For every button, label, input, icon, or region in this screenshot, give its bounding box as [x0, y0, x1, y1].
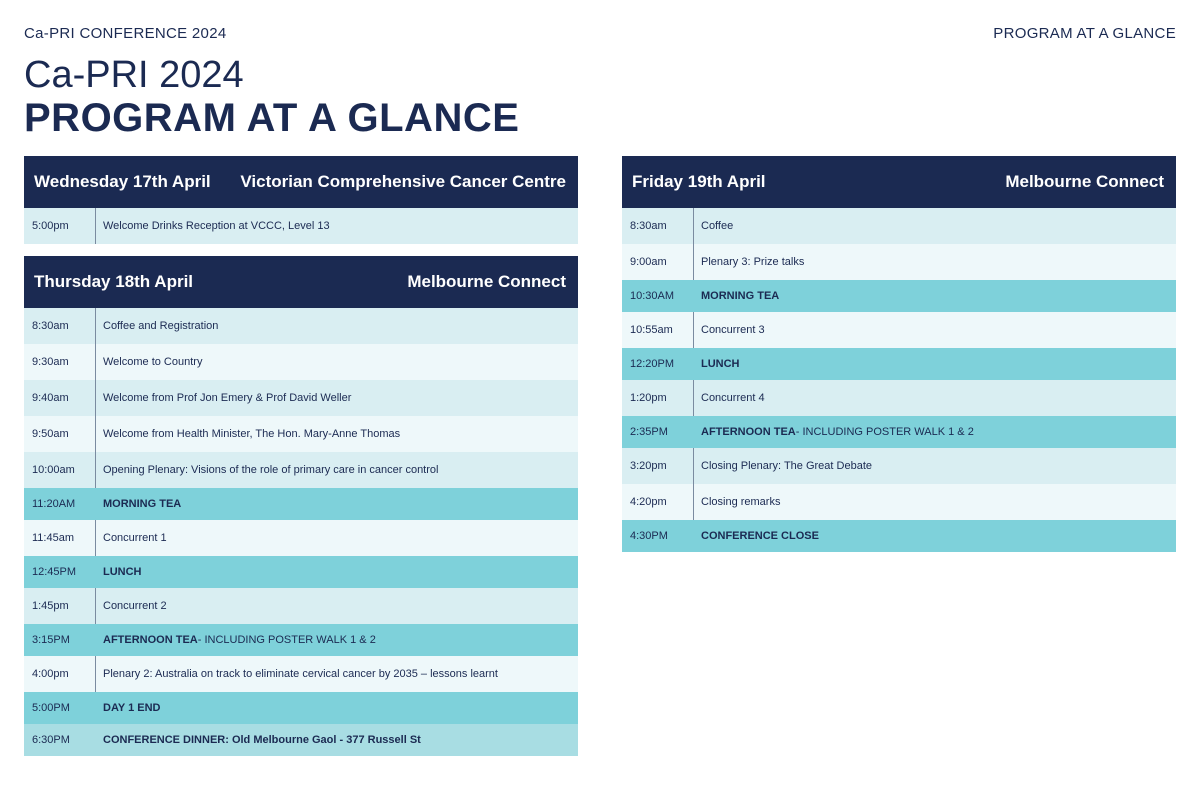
row-time: 10:00am [24, 452, 96, 488]
row-time: 10:55am [622, 312, 694, 348]
day-label: Thursday 18th April [34, 272, 194, 291]
row-time: 9:00am [622, 244, 694, 280]
break-row [622, 416, 1176, 448]
schedule-row [622, 244, 1176, 280]
break-subtitle: - INCLUDING POSTER WALK 1 & 2 [795, 426, 974, 438]
row-time: 1:20pm [622, 380, 694, 416]
row-time: 4:20pm [622, 484, 694, 520]
row-desc: LUNCH [103, 566, 142, 578]
row-desc: LUNCH [701, 358, 740, 370]
day-header [24, 256, 578, 308]
page-title-line2: PROGRAM AT A GLANCE [24, 96, 520, 140]
schedule-row [622, 484, 1176, 520]
row-desc: Opening Plenary: Visions of the role of primary care in cancer control [103, 464, 439, 476]
row-time: 2:35PM [630, 426, 668, 438]
row-time: 8:30am [622, 208, 694, 244]
row-time: 5:00PM [32, 702, 70, 714]
page-title-line1: Ca-PRI 2024 [24, 54, 244, 96]
break-row [24, 488, 578, 520]
break-row [622, 520, 1176, 552]
day-label: Wednesday 17th April [34, 172, 211, 191]
schedule-row [24, 656, 578, 692]
row-desc: Plenary 3: Prize talks [701, 256, 805, 268]
break-title: AFTERNOON TEA [103, 634, 198, 646]
break-row [24, 692, 578, 724]
row-desc: Concurrent 4 [701, 392, 765, 404]
friday-schedule [622, 156, 1176, 552]
row-desc: Concurrent 3 [701, 324, 765, 336]
row-time: 6:30PM [32, 734, 70, 746]
day-header [24, 156, 578, 208]
row-time: 11:20AM [32, 498, 76, 510]
row-desc: MORNING TEA [701, 290, 780, 302]
row-time: 12:45PM [32, 566, 77, 578]
row-desc [694, 416, 1176, 448]
row-desc: Welcome to Country [103, 356, 203, 368]
row-desc: CONFERENCE CLOSE [701, 530, 819, 542]
row-time: 3:20pm [622, 448, 694, 484]
venue-label: Melbourne Connect [407, 272, 566, 291]
venue-label: Victorian Comprehensive Cancer Centre [240, 172, 566, 191]
schedule-row [622, 312, 1176, 348]
day-header [622, 156, 1176, 208]
row-desc: Closing remarks [701, 496, 781, 508]
break-subtitle: - INCLUDING POSTER WALK 1 & 2 [197, 634, 376, 646]
section-label: PROGRAM AT A GLANCE [993, 25, 1176, 42]
wednesday-schedule [24, 156, 578, 244]
row-time: 12:20PM [630, 358, 675, 370]
schedule-row [622, 208, 1176, 244]
day-label: Friday 19th April [632, 172, 766, 191]
row-time: 4:00pm [24, 656, 96, 692]
schedule-row [24, 380, 578, 416]
row-desc: Coffee [701, 220, 734, 232]
venue-label: Melbourne Connect [1005, 172, 1164, 191]
thursday-schedule [24, 256, 578, 756]
schedule-row [24, 208, 578, 244]
schedule-row [24, 308, 578, 344]
row-time: 11:45am [24, 520, 96, 556]
row-desc [96, 624, 578, 656]
row-desc: Concurrent 1 [103, 532, 167, 544]
row-desc: MORNING TEA [103, 498, 182, 510]
row-time: 9:30am [24, 344, 96, 380]
row-time: 9:50am [24, 416, 96, 452]
break-row [24, 556, 578, 588]
schedule-row [24, 588, 578, 624]
schedule-row [24, 452, 578, 488]
row-time: 3:15PM [32, 634, 70, 646]
row-time: 5:00pm [24, 208, 96, 244]
row-time: 4:30PM [630, 530, 668, 542]
row-desc: DAY 1 END [103, 702, 161, 714]
row-desc: Plenary 2: Australia on track to eliminate cervical cancer by 2035 – lessons learnt [103, 668, 498, 680]
break-title: AFTERNOON TEA [701, 426, 796, 438]
row-desc: Concurrent 2 [103, 600, 167, 612]
row-desc: CONFERENCE DINNER: Old Melbourne Gaol - 377 Russell St [103, 734, 421, 746]
schedule-row [24, 520, 578, 556]
row-time: 10:30AM [630, 290, 675, 302]
row-time: 9:40am [24, 380, 96, 416]
row-desc: Welcome from Health Minister, The Hon. Mary-Anne Thomas [103, 428, 401, 440]
schedule-row [622, 380, 1176, 416]
row-desc: Closing Plenary: The Great Debate [701, 460, 872, 472]
break-row [24, 624, 578, 656]
dinner-row [24, 724, 578, 756]
row-time: 1:45pm [24, 588, 96, 624]
row-desc: Welcome from Prof Jon Emery & Prof David Weller [103, 392, 352, 404]
schedule-row [24, 344, 578, 380]
row-desc: Coffee and Registration [103, 320, 219, 332]
schedule-row [24, 416, 578, 452]
conference-label: Ca-PRI CONFERENCE 2024 [24, 25, 227, 42]
break-row [622, 348, 1176, 380]
row-desc: Welcome Drinks Reception at VCCC, Level 13 [103, 220, 330, 232]
schedule-row [622, 448, 1176, 484]
break-row [622, 280, 1176, 312]
row-time: 8:30am [24, 308, 96, 344]
